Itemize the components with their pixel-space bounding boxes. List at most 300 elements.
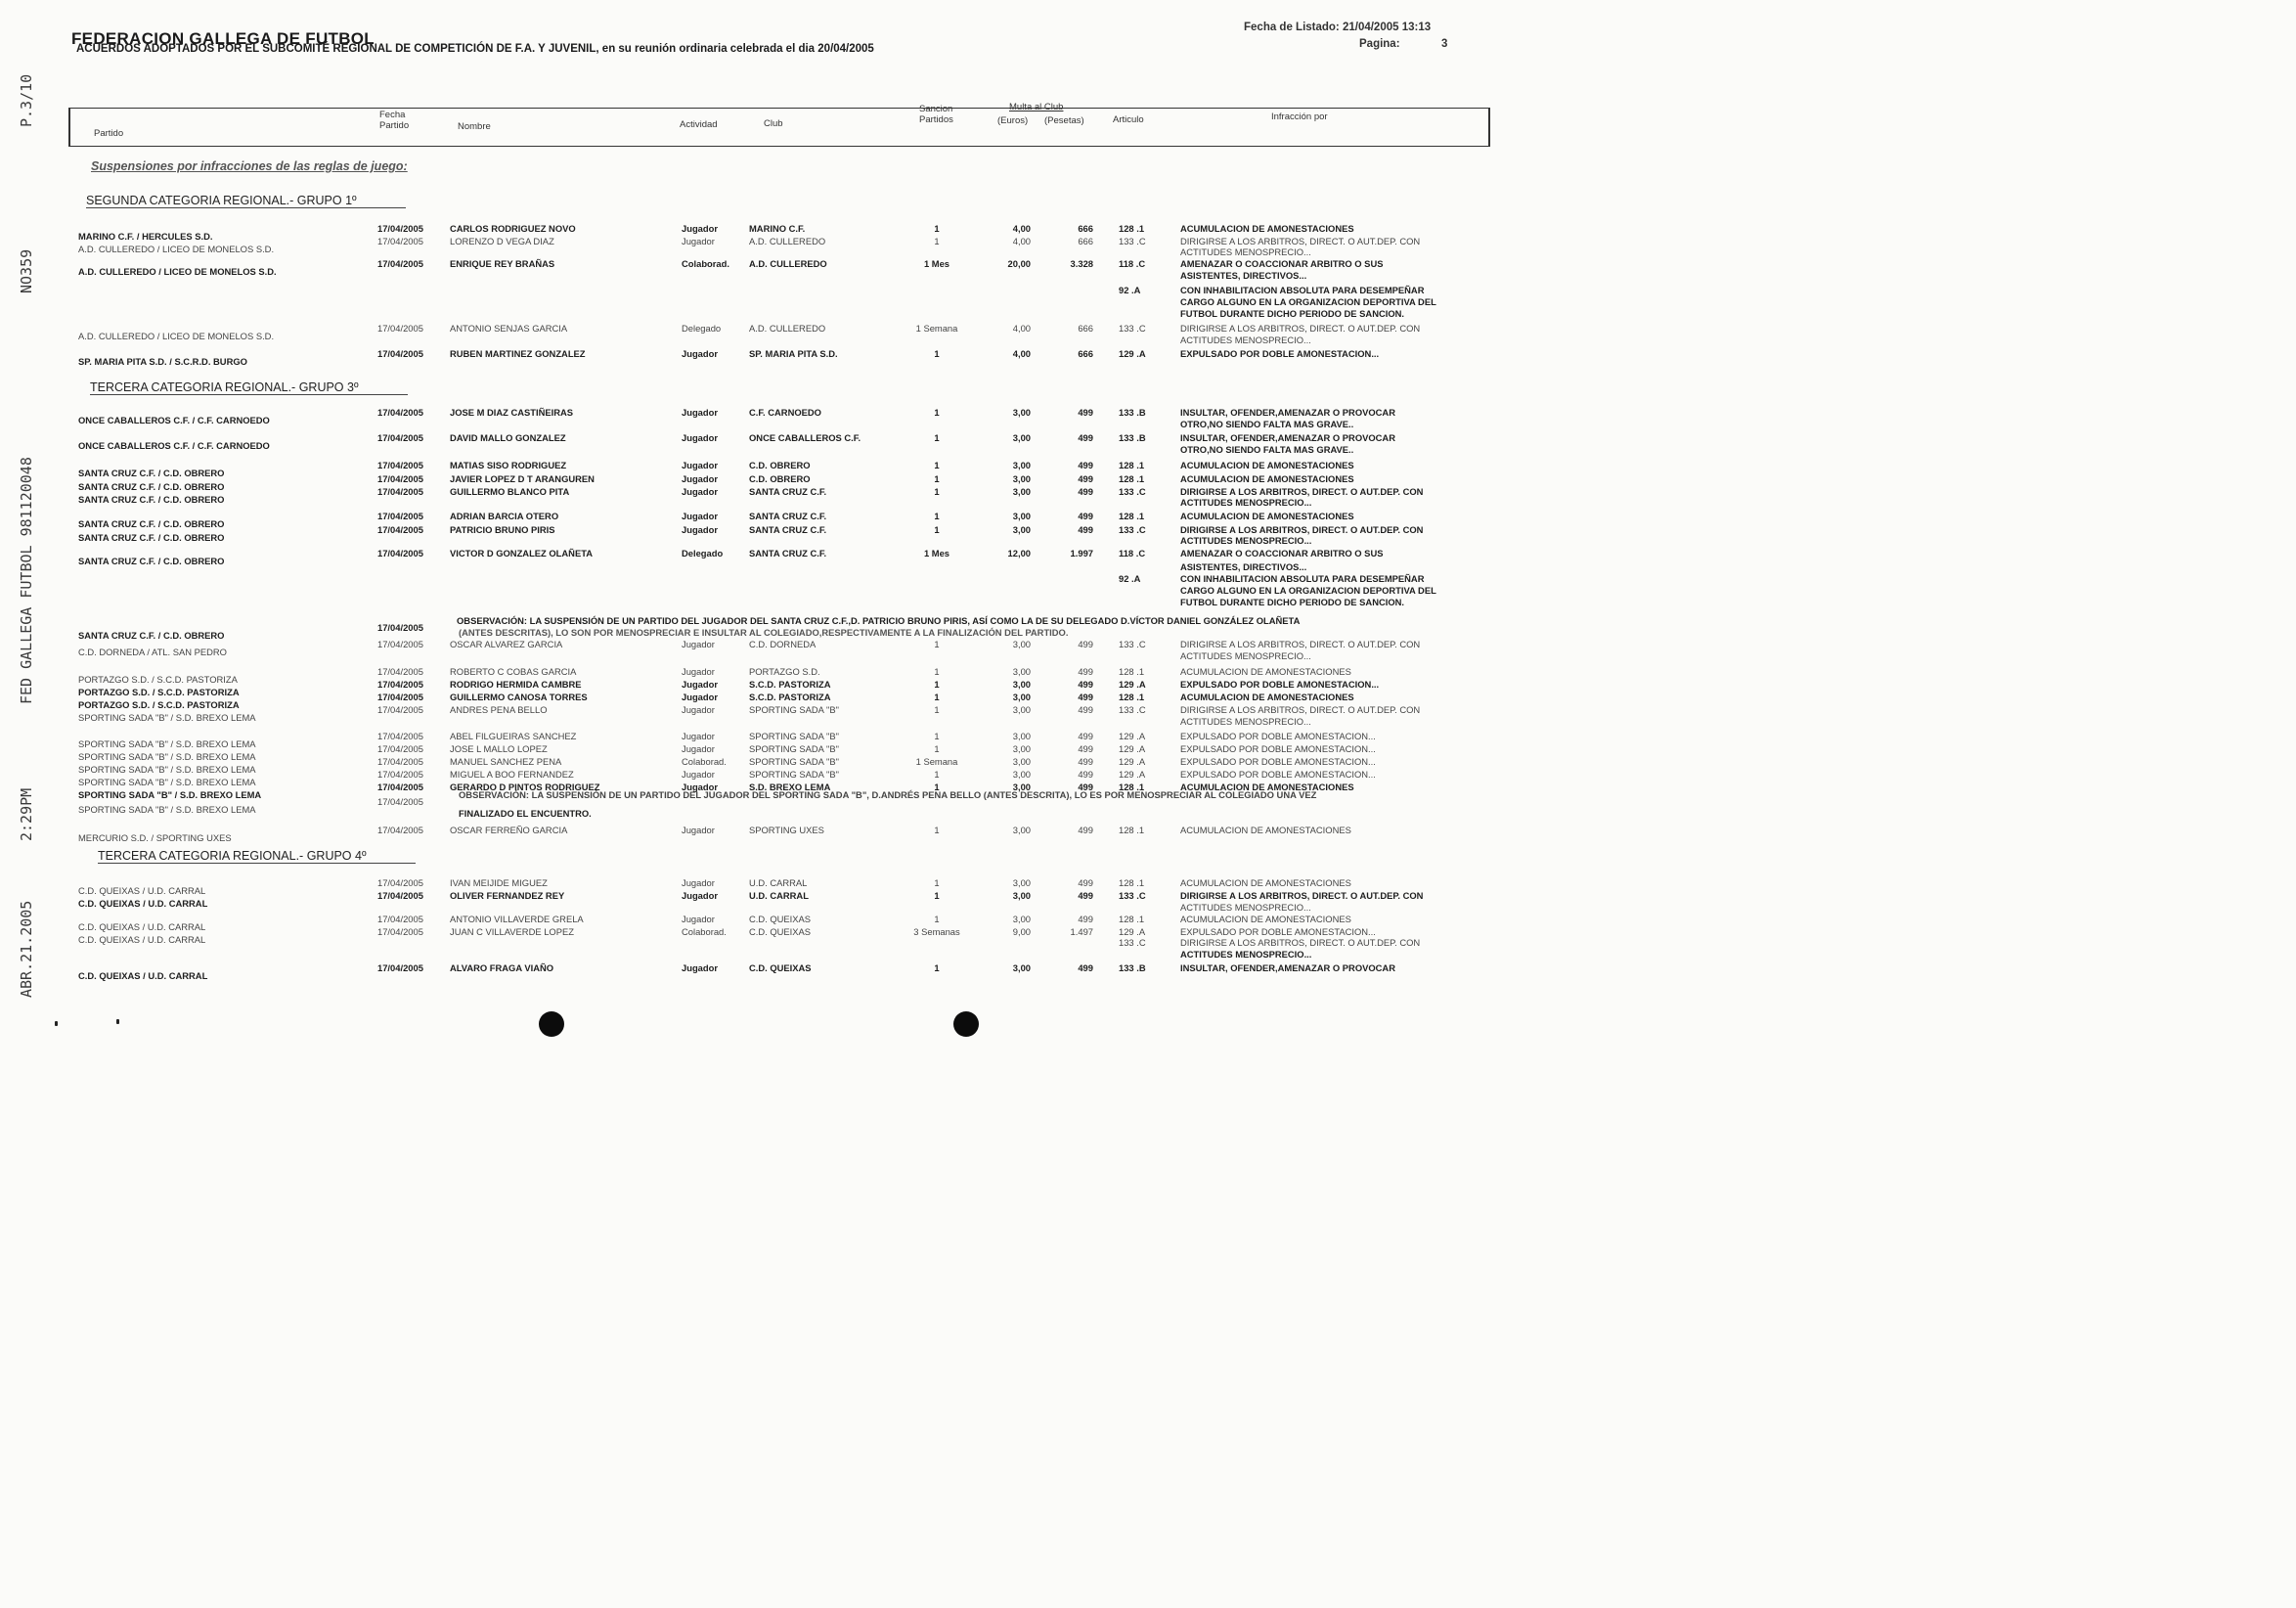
cell-club: MARINO C.F. xyxy=(749,223,806,234)
cell-club: C.D. OBRERO xyxy=(749,460,811,470)
cell-pesetas: 499 xyxy=(1078,432,1093,443)
cell-partido: C.D. QUEIXAS / U.D. CARRAL xyxy=(78,970,208,981)
cell-sancion: 1 xyxy=(934,782,940,792)
cell-fecha: 17/04/2005 xyxy=(377,704,423,715)
cell-euros: 3,00 xyxy=(1012,407,1031,418)
cell-fecha: 17/04/2005 xyxy=(377,407,423,418)
cell-actividad: Jugador xyxy=(682,639,715,649)
cell-partido: SPORTING SADA "B" / S.D. BREXO LEMA xyxy=(78,751,256,762)
cell-club: S.C.D. PASTORIZA xyxy=(749,679,831,690)
cell-sancion: 1 xyxy=(934,407,940,418)
fax-page: P.3/10 xyxy=(18,73,35,127)
cell-actividad: Colaborad. xyxy=(682,926,727,937)
cell-nombre: JOSE L MALLO LOPEZ xyxy=(450,743,548,754)
col-articulo: Articulo xyxy=(1113,114,1144,125)
cell-infraccion: EXPULSADO POR DOBLE AMONESTACION... xyxy=(1180,679,1380,690)
cell-actividad: Jugador xyxy=(682,486,718,497)
cell-partido: C.D. QUEIXAS / U.D. CARRAL xyxy=(78,921,206,932)
cell-nombre: CARLOS RODRIGUEZ NOVO xyxy=(450,223,576,234)
fax-number: NO359 xyxy=(18,248,35,293)
cell-infraccion: OTRO,NO SIENDO FALTA MAS GRAVE.. xyxy=(1180,444,1354,455)
cell-sancion: 1 xyxy=(934,890,940,901)
cell-articulo: 129 .A xyxy=(1119,348,1146,359)
cell-sancion: 1 xyxy=(934,825,940,835)
cell-infraccion: EXPULSADO POR DOBLE AMONESTACION... xyxy=(1180,769,1376,780)
fax-date: ABR.21.2005 xyxy=(18,900,35,998)
cell-sancion: 1 xyxy=(934,962,940,973)
cell-fecha: 17/04/2005 xyxy=(377,769,423,780)
cell-partido: SANTA CRUZ C.F. / C.D. OBRERO xyxy=(78,532,225,543)
cell-actividad: Jugador xyxy=(682,223,718,234)
cell-nombre: OLIVER FERNANDEZ REY xyxy=(450,890,565,901)
cell-euros: 4,00 xyxy=(1012,348,1031,359)
cell-pesetas: 499 xyxy=(1078,890,1093,901)
cell-nombre: GERARDO D PINTOS RODRIGUEZ xyxy=(450,782,600,792)
cell-actividad: Jugador xyxy=(682,825,715,835)
cell-pesetas: 499 xyxy=(1078,692,1093,702)
cell-sancion: 1 Mes xyxy=(923,548,950,558)
cell-euros: 3,00 xyxy=(1012,782,1031,792)
cell-nombre: JAVIER LOPEZ D T ARANGUREN xyxy=(450,473,595,484)
cell-club: S.D. BREXO LEMA xyxy=(749,782,831,792)
cell-articulo: 133 .C xyxy=(1119,323,1146,334)
cell-euros: 3,00 xyxy=(1012,914,1031,924)
cell-sancion: 1 xyxy=(934,432,940,443)
cell-pesetas: 666 xyxy=(1078,223,1093,234)
cell-nombre: RODRIGO HERMIDA CAMBRE xyxy=(450,679,582,690)
cell-infraccion: ACUMULACION DE AMONESTACIONES xyxy=(1180,223,1354,234)
cell-pesetas: 499 xyxy=(1078,679,1093,690)
federation-title: FEDERACION GALLEGA DE FUTBOL xyxy=(71,29,375,48)
cell-articulo: 128 .1 xyxy=(1119,825,1145,835)
cell-partido: SP. MARIA PITA S.D. / S.C.R.D. BURGO xyxy=(78,356,247,367)
cell-articulo: 128 .1 xyxy=(1119,473,1145,484)
cell-articulo: 129 .A xyxy=(1119,679,1146,690)
cell-euros: 3,00 xyxy=(1012,756,1031,767)
group-heading: TERCERA CATEGORIA REGIONAL.- GRUPO 4º xyxy=(98,849,416,864)
observation-line: FINALIZADO EL ENCUENTRO. xyxy=(459,808,592,819)
cell-club: SANTA CRUZ C.F. xyxy=(749,524,827,535)
cell-nombre: DAVID MALLO GONZALEZ xyxy=(450,432,566,443)
cell-articulo: 129 .A xyxy=(1119,756,1146,767)
cell-pesetas: 499 xyxy=(1078,782,1093,792)
cell-club: C.D. QUEIXAS xyxy=(749,914,812,924)
cell-articulo: 133 .C xyxy=(1119,236,1146,246)
cell-infraccion: EXPULSADO POR DOBLE AMONESTACION... xyxy=(1180,926,1376,937)
cell-infraccion: ACUMULACION DE AMONESTACIONES xyxy=(1180,914,1351,924)
cell-euros: 3,00 xyxy=(1012,962,1031,973)
cell-articulo: 133 .B xyxy=(1119,432,1146,443)
cell-club: SPORTING SADA "B" xyxy=(749,756,839,767)
cell-nombre: OSCAR ALVAREZ GARCIA xyxy=(450,639,563,649)
cell-actividad: Jugador xyxy=(682,914,715,924)
observation-line: OBSERVACIÓN: LA SUSPENSIÓN DE UN PARTIDO DEL JUGADOR DEL SANTA CRUZ C.F.,D. PATRICIO BRUNO PIRIS, ASÍ COMO LA DE SU DELEGADO D.VÍCTOR DANIEL GONZÁLEZ OLAÑETA xyxy=(457,615,1301,626)
cell-euros: 9,00 xyxy=(1012,926,1031,937)
cell-articulo: 92 .A xyxy=(1119,573,1141,584)
cell-pesetas: 1.997 xyxy=(1070,548,1093,558)
cell-partido: SPORTING SADA "B" / S.D. BREXO LEMA xyxy=(78,764,256,775)
cell-articulo: 128 .1 xyxy=(1119,692,1145,702)
cell-actividad: Delegado xyxy=(682,323,722,334)
col-pesetas: (Pesetas) xyxy=(1044,115,1084,126)
cell-nombre: OSCAR FERREÑO GARCIA xyxy=(450,825,568,835)
cell-club: SP. MARIA PITA S.D. xyxy=(749,348,838,359)
cell-actividad: Jugador xyxy=(682,704,715,715)
cell-fecha: 17/04/2005 xyxy=(377,236,423,246)
cell-club: SPORTING SADA "B" xyxy=(749,704,839,715)
cell-euros: 3,00 xyxy=(1012,890,1031,901)
cell-euros: 3,00 xyxy=(1012,825,1031,835)
cell-club: U.D. CARRAL xyxy=(749,877,808,888)
cell-actividad: Jugador xyxy=(682,473,718,484)
cell-partido: SPORTING SADA "B" / S.D. BREXO LEMA xyxy=(78,777,256,787)
cell-partido: ONCE CABALLEROS C.F. / C.F. CARNOEDO xyxy=(78,415,270,425)
cell-partido: C.D. QUEIXAS / U.D. CARRAL xyxy=(78,898,208,909)
cell-fecha: 17/04/2005 xyxy=(377,348,423,359)
cell-fecha: 17/04/2005 xyxy=(377,743,423,754)
cell-euros: 3,00 xyxy=(1012,524,1031,535)
cell-sancion: 1 xyxy=(934,692,940,702)
page-number: 3 xyxy=(1441,38,1448,50)
cell-fecha: 17/04/2005 xyxy=(377,926,423,937)
cell-infraccion: ACUMULACION DE AMONESTACIONES xyxy=(1180,511,1354,521)
cell-fecha: 17/04/2005 xyxy=(377,692,423,702)
cell-infraccion: ACUMULACION DE AMONESTACIONES xyxy=(1180,460,1354,470)
cell-infraccion: FUTBOL DURANTE DICHO PERIODO DE SANCION. xyxy=(1180,597,1405,607)
cell-infraccion: ASISTENTES, DIRECTIVOS... xyxy=(1180,561,1307,572)
cell-infraccion: DIRIGIRSE A LOS ARBITROS, DIRECT. O AUT.DEP. CON xyxy=(1180,323,1421,334)
cell-fecha: 17/04/2005 xyxy=(377,258,423,269)
cell-articulo: 128 .1 xyxy=(1119,666,1145,677)
cell-sancion: 1 xyxy=(934,914,940,924)
cell-infraccion: CON INHABILITACION ABSOLUTA PARA DESEMPEÑAR xyxy=(1180,285,1425,295)
cell-actividad: Jugador xyxy=(682,692,718,702)
cell-pesetas: 1.497 xyxy=(1070,926,1093,937)
cell-fecha: 17/04/2005 xyxy=(377,962,423,973)
cell-sancion: 1 Semana xyxy=(915,323,958,334)
cell-articulo: 133 .C xyxy=(1119,704,1146,715)
fax-transmission-strip xyxy=(18,59,57,998)
cell-articulo: 128 .1 xyxy=(1119,914,1145,924)
section-caption: Suspensiones por infracciones de las reglas de juego: xyxy=(91,159,408,173)
cell-infraccion: ACUMULACION DE AMONESTACIONES xyxy=(1180,473,1354,484)
cell-fecha: 17/04/2005 xyxy=(377,622,423,633)
cell-partido: SPORTING SADA "B" / S.D. BREXO LEMA xyxy=(78,738,256,749)
fax-time: 2:29PM xyxy=(18,787,35,841)
cell-infraccion: ACTITUDES MENOSPRECIO... xyxy=(1180,497,1312,508)
cell-sancion: 1 Mes xyxy=(923,258,950,269)
cell-euros: 3,00 xyxy=(1012,743,1031,754)
cell-infraccion: DIRIGIRSE A LOS ARBITROS, DIRECT. O AUT.DEP. CON xyxy=(1180,937,1421,948)
cell-club: ONCE CABALLEROS C.F. xyxy=(749,432,861,443)
cell-pesetas: 499 xyxy=(1078,756,1093,767)
cell-infraccion: DIRIGIRSE A LOS ARBITROS, DIRECT. O AUT.DEP. CON xyxy=(1180,639,1421,649)
cell-partido: SANTA CRUZ C.F. / C.D. OBRERO xyxy=(78,494,225,505)
cell-partido: SANTA CRUZ C.F. / C.D. OBRERO xyxy=(78,481,225,492)
cell-sancion: 1 xyxy=(934,731,940,741)
cell-infraccion: DIRIGIRSE A LOS ARBITROS, DIRECT. O AUT.DEP. CON xyxy=(1180,890,1424,901)
cell-euros: 12,00 xyxy=(1007,548,1031,558)
cell-fecha: 17/04/2005 xyxy=(377,877,423,888)
cell-partido: PORTAZGO S.D. / S.C.D. PASTORIZA xyxy=(78,687,240,697)
cell-nombre: ALVARO FRAGA VIAÑO xyxy=(450,962,554,973)
cell-euros: 3,00 xyxy=(1012,731,1031,741)
cell-sancion: 1 xyxy=(934,704,940,715)
cell-euros: 3,00 xyxy=(1012,877,1031,888)
cell-nombre: ANDRES PENA BELLO xyxy=(450,704,548,715)
cell-club: SPORTING UXES xyxy=(749,825,824,835)
cell-club: A.D. CULLEREDO xyxy=(749,258,827,269)
cell-nombre: ADRIAN BARCIA OTERO xyxy=(450,511,559,521)
cell-actividad: Jugador xyxy=(682,679,718,690)
cell-articulo: 133 .C xyxy=(1119,937,1146,948)
cell-actividad: Jugador xyxy=(682,348,718,359)
cell-fecha: 17/04/2005 xyxy=(377,473,423,484)
cell-sancion: 1 xyxy=(934,639,940,649)
cell-pesetas: 499 xyxy=(1078,769,1093,780)
cell-euros: 3,00 xyxy=(1012,666,1031,677)
cell-fecha: 17/04/2005 xyxy=(377,666,423,677)
cell-partido: MARINO C.F. / HERCULES S.D. xyxy=(78,231,213,242)
cell-infraccion: ACTITUDES MENOSPRECIO... xyxy=(1180,335,1311,345)
cell-nombre: VICTOR D GONZALEZ OLAÑETA xyxy=(450,548,594,558)
cell-infraccion: ACTITUDES MENOSPRECIO... xyxy=(1180,535,1312,546)
cell-articulo: 133 .C xyxy=(1119,524,1146,535)
group-heading: TERCERA CATEGORIA REGIONAL.- GRUPO 3º xyxy=(90,380,408,395)
col-nombre: Nombre xyxy=(458,121,491,132)
cell-articulo: 133 .B xyxy=(1119,962,1146,973)
cell-fecha: 17/04/2005 xyxy=(377,731,423,741)
cell-articulo: 133 .B xyxy=(1119,407,1146,418)
cell-club: A.D. CULLEREDO xyxy=(749,323,826,334)
cell-infraccion: ACUMULACION DE AMONESTACIONES xyxy=(1180,692,1354,702)
cell-nombre: GUILLERMO CANOSA TORRES xyxy=(450,692,588,702)
cell-infraccion: AMENAZAR O COACCIONAR ARBITRO O SUS xyxy=(1180,258,1384,269)
cell-infraccion: ACTITUDES MENOSPRECIO... xyxy=(1180,949,1312,960)
cell-fecha: 17/04/2005 xyxy=(377,756,423,767)
col-partido: Partido xyxy=(94,128,124,139)
cell-euros: 3,00 xyxy=(1012,769,1031,780)
cell-fecha: 17/04/2005 xyxy=(377,796,423,807)
cell-partido: C.D. QUEIXAS / U.D. CARRAL xyxy=(78,934,206,945)
cell-nombre: MANUEL SANCHEZ PENA xyxy=(450,756,562,767)
cell-club: SANTA CRUZ C.F. xyxy=(749,486,827,497)
cell-infraccion: EXPULSADO POR DOBLE AMONESTACION... xyxy=(1180,731,1376,741)
cell-articulo: 128 .1 xyxy=(1119,511,1145,521)
cell-infraccion: INSULTAR, OFENDER,AMENAZAR O PROVOCAR xyxy=(1180,962,1395,973)
cell-sancion: 1 xyxy=(934,473,940,484)
cell-fecha: 17/04/2005 xyxy=(377,825,423,835)
cell-nombre: MATIAS SISO RODRIGUEZ xyxy=(450,460,567,470)
cell-infraccion: EXPULSADO POR DOBLE AMONESTACION... xyxy=(1180,756,1376,767)
col-multa: Multa al Club xyxy=(1009,102,1064,112)
col-fecha: Fecha Partido xyxy=(379,110,410,131)
cell-articulo: 128 .1 xyxy=(1119,782,1145,792)
cell-infraccion: ASISTENTES, DIRECTIVOS... xyxy=(1180,270,1307,281)
punch-hole xyxy=(539,1011,564,1037)
cell-fecha: 17/04/2005 xyxy=(377,432,423,443)
cell-sancion: 1 xyxy=(934,769,940,780)
cell-actividad: Jugador xyxy=(682,731,715,741)
cell-euros: 4,00 xyxy=(1012,323,1031,334)
cell-club: SPORTING SADA "B" xyxy=(749,743,839,754)
cell-articulo: 133 .C xyxy=(1119,486,1146,497)
cell-actividad: Colaborad. xyxy=(682,258,729,269)
cell-pesetas: 666 xyxy=(1078,323,1093,334)
cell-infraccion: ACUMULACION DE AMONESTACIONES xyxy=(1180,877,1351,888)
cell-partido: A.D. CULLEREDO / LICEO DE MONELOS S.D. xyxy=(78,244,275,254)
cell-club: C.D. OBRERO xyxy=(749,473,811,484)
cell-club: U.D. CARRAL xyxy=(749,890,809,901)
cell-articulo: 129 .A xyxy=(1119,731,1146,741)
cell-pesetas: 499 xyxy=(1078,473,1093,484)
cell-articulo: 128 .1 xyxy=(1119,877,1145,888)
cell-partido: SPORTING SADA "B" / S.D. BREXO LEMA xyxy=(78,804,256,815)
punch-hole xyxy=(953,1011,979,1037)
cell-infraccion: ACTITUDES MENOSPRECIO... xyxy=(1180,902,1311,913)
cell-infraccion: ACTITUDES MENOSPRECIO... xyxy=(1180,246,1311,257)
cell-pesetas: 499 xyxy=(1078,743,1093,754)
cell-partido: SANTA CRUZ C.F. / C.D. OBRERO xyxy=(78,556,225,566)
cell-nombre: ENRIQUE REY BRAÑAS xyxy=(450,258,555,269)
cell-fecha: 17/04/2005 xyxy=(377,524,423,535)
col-euros: (Euros) xyxy=(997,115,1029,126)
cell-club: C.D. DORNEDA xyxy=(749,639,817,649)
cell-actividad: Jugador xyxy=(682,877,715,888)
cell-pesetas: 3.328 xyxy=(1070,258,1093,269)
cell-articulo: 133 .C xyxy=(1119,890,1146,901)
cell-partido: PORTAZGO S.D. / S.C.D. PASTORIZA xyxy=(78,674,238,685)
cell-euros: 3,00 xyxy=(1012,473,1031,484)
cell-pesetas: 499 xyxy=(1078,486,1093,497)
cell-euros: 3,00 xyxy=(1012,511,1031,521)
cell-club: PORTAZGO S.D. xyxy=(749,666,820,677)
cell-actividad: Jugador xyxy=(682,460,718,470)
cell-infraccion: DIRIGIRSE A LOS ARBITROS, DIRECT. O AUT.DEP. CON xyxy=(1180,704,1421,715)
cell-pesetas: 666 xyxy=(1078,236,1093,246)
cell-infraccion: CON INHABILITACION ABSOLUTA PARA DESEMPEÑAR xyxy=(1180,573,1425,584)
fax-sender: FED GALLEGA FUTBOL 981120048 xyxy=(18,457,35,704)
cell-sancion: 1 xyxy=(934,486,940,497)
cell-sancion: 1 xyxy=(934,524,940,535)
cell-club: SANTA CRUZ C.F. xyxy=(749,511,827,521)
page-label: Pagina: xyxy=(1359,38,1400,50)
cell-club: C.D. QUEIXAS xyxy=(749,962,812,973)
cell-club: A.D. CULLEREDO xyxy=(749,236,826,246)
cell-euros: 3,00 xyxy=(1012,679,1031,690)
cell-euros: 4,00 xyxy=(1012,223,1031,234)
cell-sancion: 1 xyxy=(934,679,940,690)
cell-sancion: 1 xyxy=(934,877,940,888)
cell-actividad: Jugador xyxy=(682,890,718,901)
listing-date: Fecha de Listado: 21/04/2005 13:13 xyxy=(1244,22,1432,33)
cell-infraccion: ACTITUDES MENOSPRECIO... xyxy=(1180,650,1311,661)
cell-articulo: 129 .A xyxy=(1119,743,1146,754)
cell-pesetas: 499 xyxy=(1078,666,1093,677)
cell-club: SANTA CRUZ C.F. xyxy=(749,548,827,558)
col-club: Club xyxy=(764,118,783,129)
cell-sancion: 1 xyxy=(934,511,940,521)
cell-articulo: 128 .1 xyxy=(1119,460,1145,470)
cell-fecha: 17/04/2005 xyxy=(377,890,423,901)
cell-nombre: ABEL FILGUEIRAS SANCHEZ xyxy=(450,731,577,741)
cell-actividad: Colaborad. xyxy=(682,756,727,767)
document-subtitle: ACUERDOS ADOPTADOS POR EL SUBCOMITÉ REGIONAL DE COMPETICIÓN DE F.A. Y JUVENIL, en su reunión ordinaria celebrada el dia 20/04/2005 xyxy=(76,43,874,55)
cell-nombre: ANTONIO SENJAS GARCIA xyxy=(450,323,568,334)
cell-club: C.D. QUEIXAS xyxy=(749,926,812,937)
cell-nombre: ROBERTO C COBAS GARCIA xyxy=(450,666,577,677)
cell-pesetas: 499 xyxy=(1078,639,1093,649)
cell-nombre: IVAN MEIJIDE MIGUEZ xyxy=(450,877,548,888)
cell-pesetas: 499 xyxy=(1078,731,1093,741)
cell-infraccion: DIRIGIRSE A LOS ARBITROS, DIRECT. O AUT.DEP. CON xyxy=(1180,486,1424,497)
cell-articulo: 92 .A xyxy=(1119,285,1141,295)
observation-line: (ANTES DESCRITAS), LO SON POR MENOSPRECIAR E INSULTAR AL COLEGIADO,RESPECTIVAMENTE A LA FINALIZACIÓN DEL PARTIDO. xyxy=(459,627,1069,638)
cell-partido: A.D. CULLEREDO / LICEO DE MONELOS S.D. xyxy=(78,266,277,277)
cell-actividad: Delegado xyxy=(682,548,724,558)
cell-infraccion: ACUMULACION DE AMONESTACIONES xyxy=(1180,782,1354,792)
cell-infraccion: AMENAZAR O COACCIONAR ARBITRO O SUS xyxy=(1180,548,1384,558)
cell-nombre: JOSE M DIAZ CASTIÑEIRAS xyxy=(450,407,574,418)
cell-actividad: Jugador xyxy=(682,236,715,246)
cell-pesetas: 499 xyxy=(1078,825,1093,835)
cell-fecha: 17/04/2005 xyxy=(377,511,423,521)
observation-line: OBSERVACIÓN: LA SUSPENSIÓN DE UN PARTIDO DEL JUGADOR DEL SPORTING SADA "B", D.ANDRÉS PENA BELLO (ANTES DESCRITA), LO ES POR MENOSPRECIAR AL COLEGIADO UNA VEZ xyxy=(459,789,1317,800)
cell-fecha: 17/04/2005 xyxy=(377,914,423,924)
cell-articulo: 118 .C xyxy=(1119,548,1146,558)
cell-pesetas: 666 xyxy=(1078,348,1093,359)
cell-articulo: 129 .A xyxy=(1119,769,1146,780)
cell-partido: ONCE CABALLEROS C.F. / C.F. CARNOEDO xyxy=(78,440,270,451)
cell-pesetas: 499 xyxy=(1078,460,1093,470)
cell-fecha: 17/04/2005 xyxy=(377,223,423,234)
cell-sancion: 3 Semanas xyxy=(913,926,960,937)
cell-articulo: 128 .1 xyxy=(1119,223,1145,234)
cell-nombre: RUBEN MARTINEZ GONZALEZ xyxy=(450,348,586,359)
cell-fecha: 17/04/2005 xyxy=(377,639,423,649)
cell-infraccion: ACUMULACION DE AMONESTACIONES xyxy=(1180,666,1351,677)
cell-infraccion: FUTBOL DURANTE DICHO PERIODO DE SANCION. xyxy=(1180,308,1405,319)
cell-actividad: Jugador xyxy=(682,666,715,677)
cell-club: SPORTING SADA "B" xyxy=(749,769,839,780)
cell-partido: SPORTING SADA "B" / S.D. BREXO LEMA xyxy=(78,712,256,723)
cell-infraccion: DIRIGIRSE A LOS ARBITROS, DIRECT. O AUT.DEP. CON xyxy=(1180,524,1424,535)
cell-sancion: 1 xyxy=(934,223,940,234)
cell-pesetas: 499 xyxy=(1078,877,1093,888)
cell-actividad: Jugador xyxy=(682,524,718,535)
col-sancion: Sancion Partidos xyxy=(919,104,953,125)
cell-partido: SANTA CRUZ C.F. / C.D. OBRERO xyxy=(78,468,225,478)
cell-actividad: Jugador xyxy=(682,769,715,780)
cell-pesetas: 499 xyxy=(1078,407,1093,418)
cell-fecha: 17/04/2005 xyxy=(377,460,423,470)
cell-nombre: ANTONIO VILLAVERDE GRELA xyxy=(450,914,584,924)
cell-euros: 4,00 xyxy=(1012,236,1031,246)
cell-sancion: 1 xyxy=(934,236,940,246)
cell-pesetas: 499 xyxy=(1078,511,1093,521)
cell-pesetas: 499 xyxy=(1078,914,1093,924)
cell-actividad: Jugador xyxy=(682,782,718,792)
cell-euros: 3,00 xyxy=(1012,486,1031,497)
cell-nombre: PATRICIO BRUNO PIRIS xyxy=(450,524,555,535)
cell-infraccion: ACTITUDES MENOSPRECIO... xyxy=(1180,716,1311,727)
cell-actividad: Jugador xyxy=(682,962,718,973)
cell-nombre: GUILLERMO BLANCO PITA xyxy=(450,486,570,497)
cell-fecha: 17/04/2005 xyxy=(377,486,423,497)
cell-euros: 20,00 xyxy=(1007,258,1031,269)
cell-actividad: Jugador xyxy=(682,432,718,443)
cell-infraccion: EXPULSADO POR DOBLE AMONESTACION... xyxy=(1180,743,1376,754)
